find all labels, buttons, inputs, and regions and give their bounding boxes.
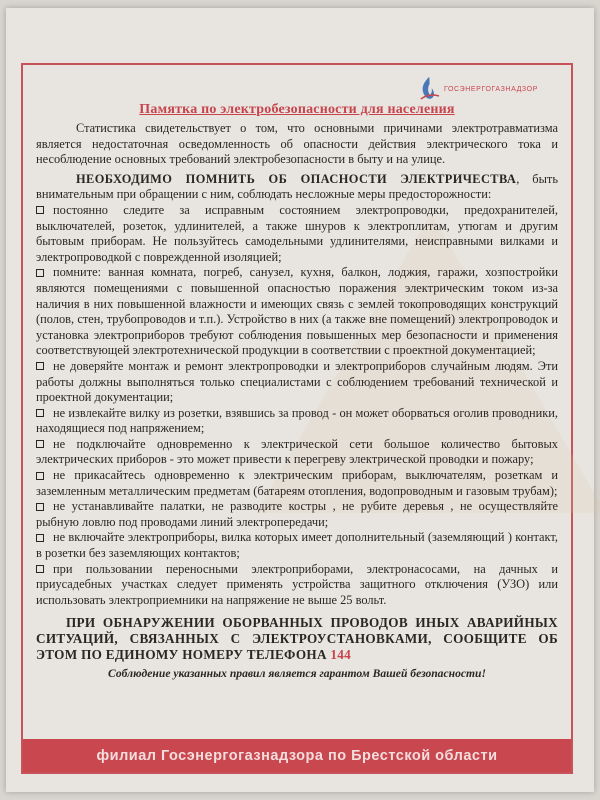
emergency-warning: [36, 615, 558, 663]
list-item: [36, 562, 558, 609]
checkbox-bullet-icon: [36, 440, 44, 448]
list-item-text: не доверяйте монтаж и ремонт электропроводки и электроприборов случайным людям. Эти работы должны выполняться только специалистами с соблюдением требований технической и проектной документации;: [36, 358, 558, 405]
footer-text: филиал Госэнергогазнадзора по Брестской области: [96, 747, 498, 764]
must-remember-text: , быть внимательным при обращении с ним, соблюдать несложные меры предосторожности:: [36, 171, 558, 202]
list-item-text: помните: ванная комната, погреб, санузел, кухня, балкон, лоджия, гаражи, хозпостройки являются помещениями с повышенной опасностью поражения электрическим током из-за наличия в них повышенной влажности и имеющих связь с землей токопроводящих конструкций (полов, стен, трубопроводов и т.п.). Устройство в них (а также вне помещений) электропроводок и установка электроприборов требуют соблюдения повышенных мер безопасности и применения соответствующей электротехнической продукции в соответствии с проектной документацией;: [36, 265, 558, 358]
leaflet-content: [36, 101, 558, 682]
checkbox-bullet-icon: [36, 362, 44, 370]
must-remember-header: НЕОБХОДИМО ПОМНИТЬ ОБ ОПАСНОСТИ ЭЛЕКТРИЧЕСТВА: [76, 171, 517, 186]
list-item: [36, 468, 558, 499]
list-item-text: при пользовании переносными электроприборами, электронасосами, на дачных и приусадебных участках следует применять устройства защитного отключения (УЗО) или использовать электроприемники на напряжение не выше 25 вольт.: [36, 561, 558, 607]
list-item-text: не прикасайтесь одновременно к электрическим приборам, выключателям, розеткам и заземленным металлическим предметам (батареям отопления, водопроводным и газовым трубам);: [36, 468, 558, 498]
flame-logo-icon: [418, 75, 440, 103]
checkbox-bullet-icon: [36, 269, 44, 277]
emergency-warning-text: ПРИ ОБНАРУЖЕНИИ ОБОРВАННЫХ ПРОВОДОВ ИНЫХ АВАРИЙНЫХ СИТУАЦИЙ, СВЯЗАННЫХ С ЭЛЕКТРОУСТАНОВКАМИ, СООБЩИТЕ ОБ ЭТОМ ПО ЕДИНОМУ НОМЕРУ ТЕЛЕФОНА: [36, 615, 558, 663]
checkbox-bullet-icon: [36, 206, 44, 214]
must-remember-paragraph: [36, 172, 558, 203]
leaflet-sheet: [6, 8, 594, 792]
checkbox-bullet-icon: [36, 565, 44, 573]
checkbox-bullet-icon: [36, 503, 44, 511]
safety-guarantee: Соблюдение указанных правил является гарантом Вашей безопасности!: [108, 667, 486, 681]
emergency-phone-number: 144: [330, 647, 352, 663]
logo-text: ГОСЭНЕРГОГАЗНАДЗОР: [444, 85, 538, 93]
leaflet-title: Памятка по электробезопасности для населения: [139, 102, 455, 117]
list-item-text: не устанавливайте палатки, не разводите костры , не рубите деревья , не осуществляйте рыбную ловлю под проводами линий электропередачи;: [36, 499, 558, 529]
intro-paragraph: Статистика свидетельствует о том, что основными причинами электротравматизма является недостаточная осведомленность об опасности действия электрического тока и несоблюдение основных требований электробезопасности в быту и на улице.: [36, 121, 558, 167]
checkbox-bullet-icon: [36, 409, 44, 417]
list-item-text: не включайте электроприборы, вилка которых имеет дополнительный (заземляющий ) контакт, в розетки без заземляющих контактов;: [36, 530, 558, 561]
list-item-text: не извлекайте вилку из розетки, взявшись за провод - он может оборваться оголив проводники, находящиеся под напряжением;: [36, 405, 558, 436]
list-item: [36, 265, 558, 359]
list-item: [36, 499, 558, 530]
list-item-text: постоянно следите за исправным состоянием электропроводки, предохранителей, выключателей, розеток, удлинителей, а также шнуров к электроплитам, утюгам и другим бытовым приборам. Не пользуйтесь самодельными удлинителями, неисправными вилками и электропроводкой с поврежденной изоляцией;: [36, 202, 558, 264]
list-item: [36, 530, 558, 561]
list-item: [36, 406, 558, 437]
list-item: [36, 359, 558, 406]
list-item: [36, 437, 558, 468]
organization-logo: [418, 74, 568, 104]
checkbox-bullet-icon: [36, 472, 44, 480]
footer-banner: [23, 739, 571, 772]
list-item: [36, 203, 558, 265]
checkbox-bullet-icon: [36, 534, 44, 542]
list-item-text: не подключайте одновременно к электрической сети большое количество бытовых электрических приборов - это может привести к перегреву электрической проводки и пожару;: [36, 436, 558, 467]
